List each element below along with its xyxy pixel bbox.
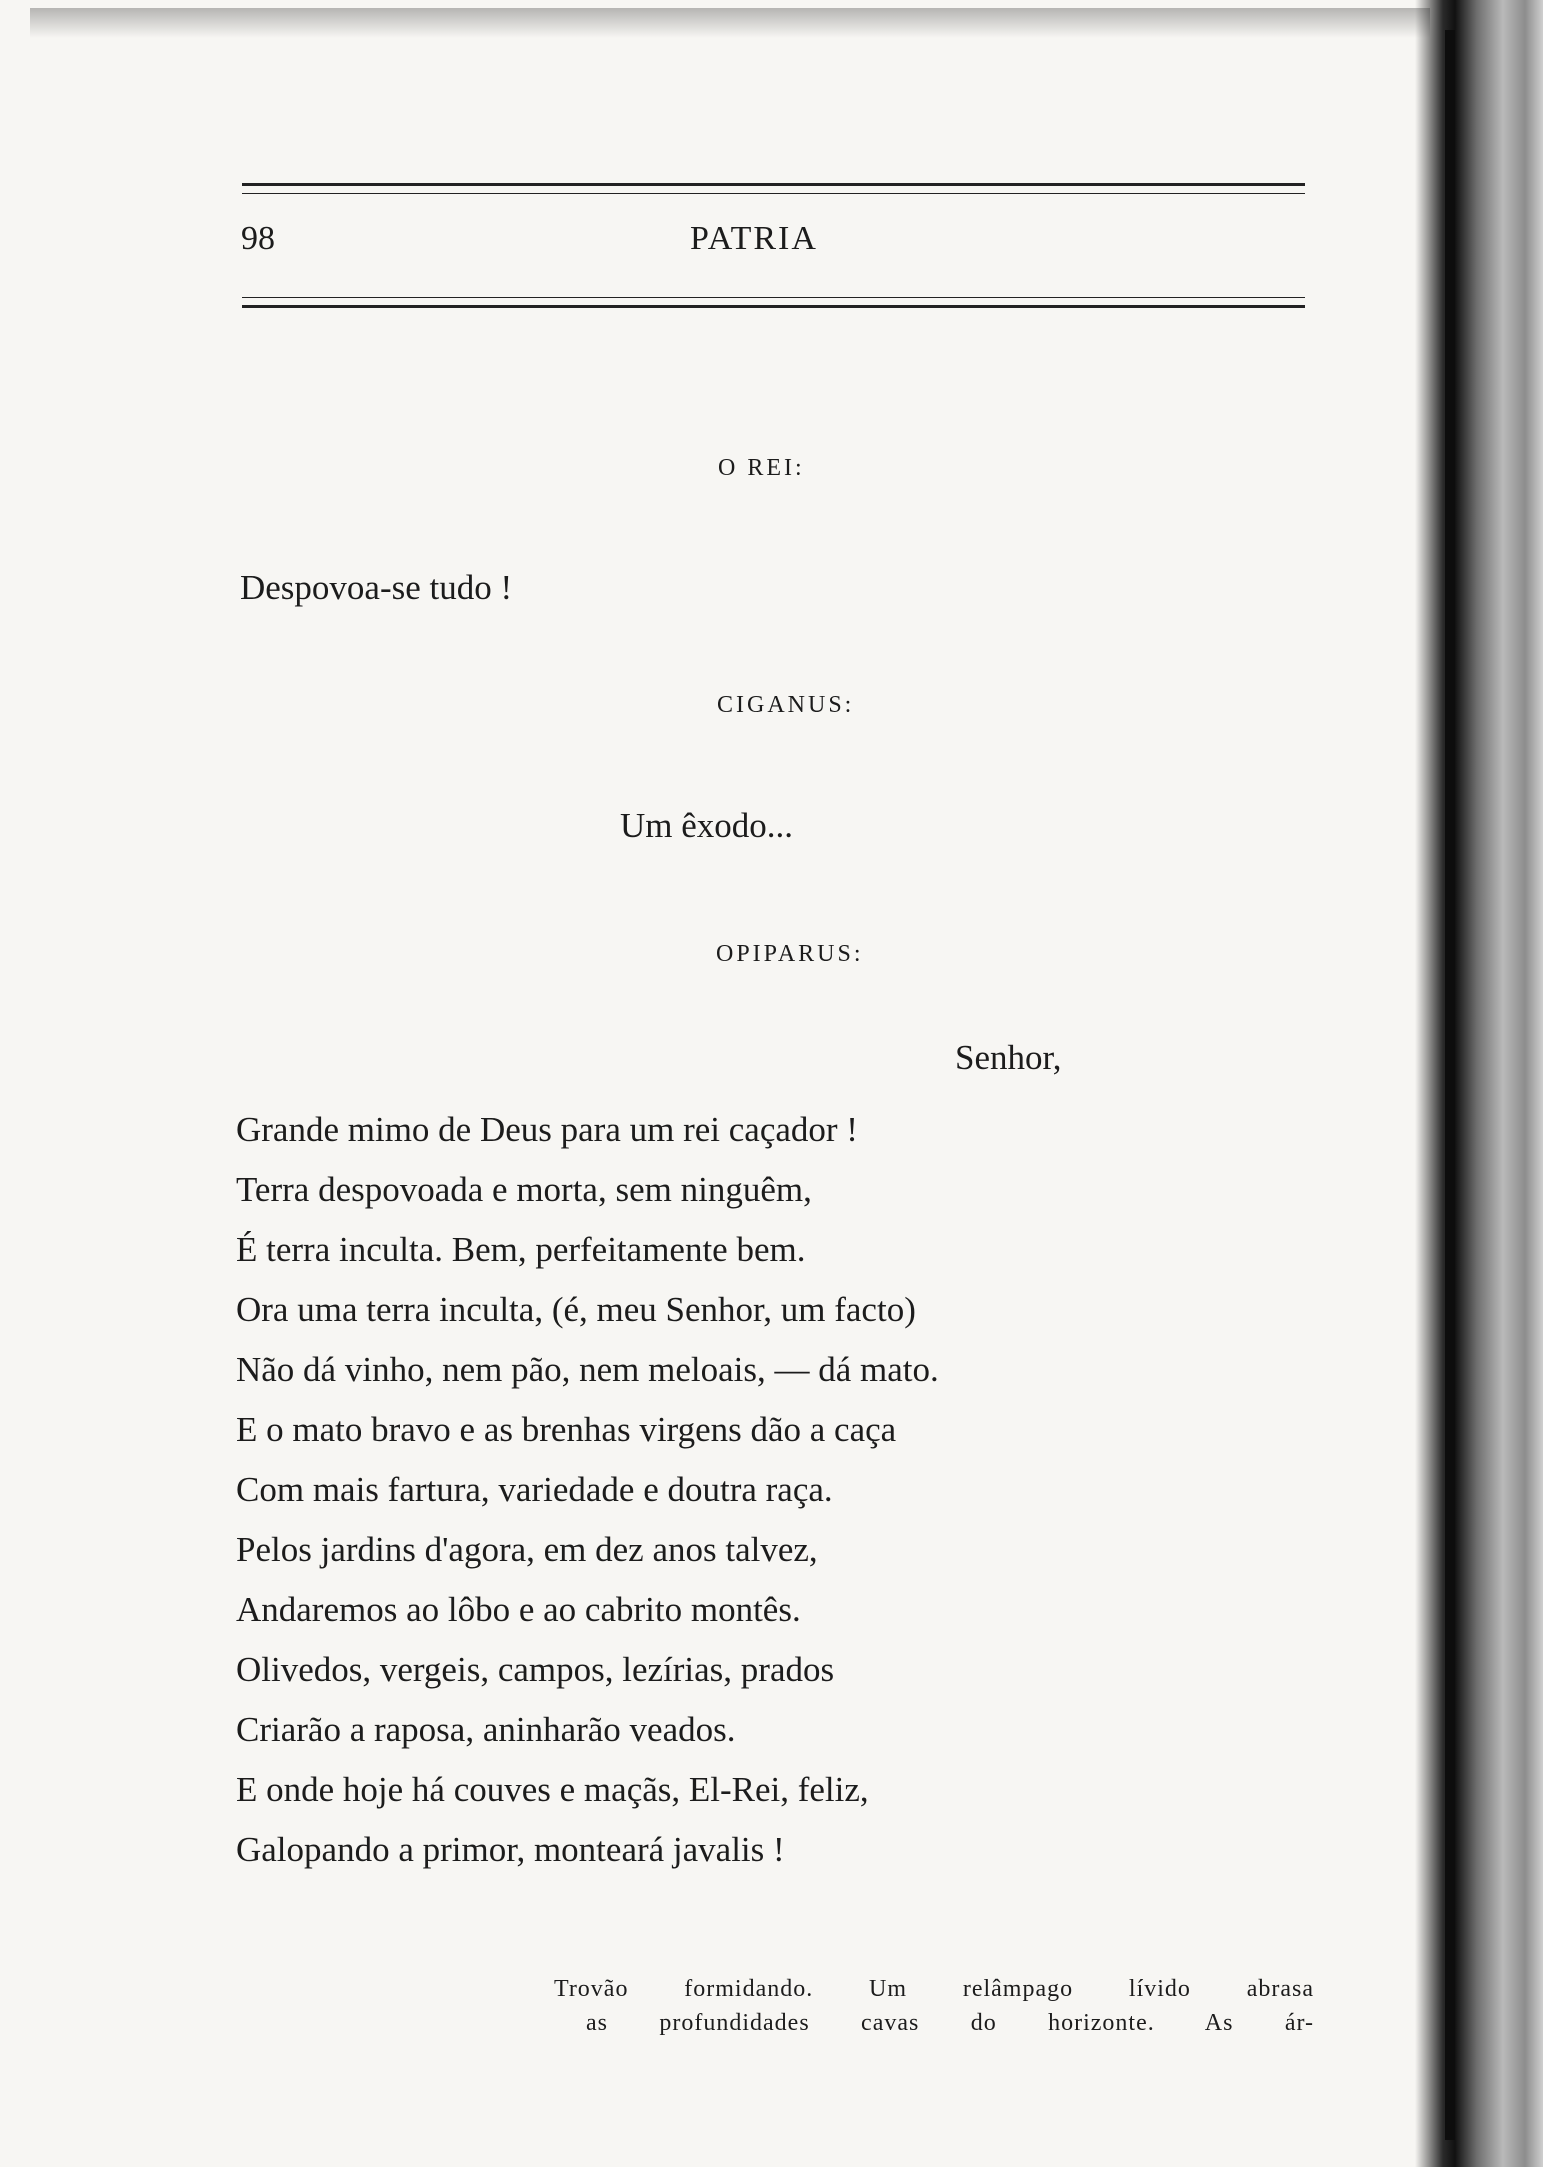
stage-direction-line-2: as profundidades cavas do horizonte. As ár- [586,2010,1314,2036]
page-number: 98 [241,220,275,257]
verse-line: Terra despovoada e morta, sem ninguêm, [236,1170,812,1209]
verse-line: Criarão a raposa, aninharão veados. [236,1710,736,1749]
verse-line: Pelos jardins d'agora, em dez anos talvez, [236,1530,818,1569]
verse-line: Com mais fartura, variedade e doutra raça. [236,1470,833,1509]
verse-line: E o mato bravo e as brenhas virgens dão a caça [236,1410,897,1449]
header-rule-bottom-thin [242,297,1305,298]
verse-line: Grande mimo de Deus para um rei caçador ! [236,1110,858,1149]
dialogue-ciganus-line: Um êxodo... [620,806,794,845]
header-rule-top-thick [242,183,1305,186]
speaker-opiparus: OPIPARUS: [716,941,864,967]
verse-line: Andaremos ao lôbo e ao cabrito montês. [236,1590,801,1629]
opiparus-verse [236,1100,939,1880]
book-spine-edge [1445,30,1455,2140]
verse-line: Ora uma terra inculta, (é, meu Senhor, um facto) [236,1290,916,1329]
stage-direction [554,1972,1314,2040]
dialogue-opiparus-first: Senhor, [955,1038,1062,1077]
dialogue-rei-line: Despovoa-se tudo ! [240,568,513,607]
verse-line: É terra inculta. Bem, perfeitamente bem. [236,1230,806,1269]
book-spine-shadow [1415,0,1543,2167]
scan-shadow [30,8,1430,38]
header-rule-bottom-thick [242,305,1305,308]
verse-line: Olivedos, vergeis, campos, lezírias, prados [236,1650,835,1689]
stage-direction-line-1: Trovão formidando. Um relâmpago lívido abrasa [554,1976,1314,2002]
verse-line: E onde hoje há couves e maçãs, El-Rei, feliz, [236,1770,869,1809]
speaker-ciganus: CIGANUS: [717,692,855,718]
running-title: PATRIA [690,220,818,257]
verse-line: Não dá vinho, nem pão, nem meloais, — dá mato. [236,1350,939,1389]
header-rule-top-thin [242,193,1305,194]
verse-line: Galopando a primor, monteará javalis ! [236,1830,785,1869]
speaker-rei: O REI: [718,455,805,481]
